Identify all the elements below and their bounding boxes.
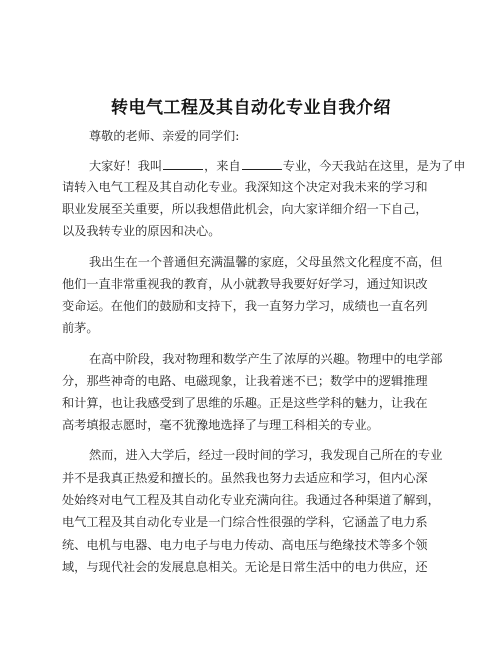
paragraph-3-line-3: 和计算，也让我感受到了思维的乐趣。正是这些学科的魅力，让我在 [62, 396, 428, 410]
paragraph-4-line-3: 处始终对电气工程及其自动化专业充满向往。我通过各种渠道了解到， [62, 493, 440, 507]
paragraph-1-line-2: 请转入电气工程及其自动化专业。我深知这个决定对我未来的学习和 [62, 180, 428, 194]
paragraph-2-line-1: 我出生在一个普通但充满温馨的家庭，父母虽然文化程度不高，但 [89, 255, 443, 269]
paragraph-4-line-5: 统、电机与电器、电力电子与电力传动、高电压与绝缘技术等多个领 [62, 538, 428, 552]
paragraph-2-line-2: 他们一直非常重视我的教育，从小就教导我要好好学习，通过知识改 [62, 277, 428, 291]
paragraph-4-line-2: 并不是我真正热爱和擅长的。虽然我也努力去适应和学习，但内心深 [62, 471, 428, 485]
paragraph-3-line-4: 高考填报志愿时，毫不犹豫地选择了与理工科相关的专业。 [62, 418, 379, 432]
document-title: 转电气工程及其自动化专业自我介绍 [111, 98, 391, 118]
intro-text-c: 专业，今天我站在这里，是为了申 [282, 159, 466, 173]
paragraph-4-line-4: 电气工程及其自动化专业是一门综合性很强的学科，它涵盖了电力系 [62, 515, 428, 529]
paragraph-1-line-1 [89, 158, 466, 173]
paragraph-1-line-4: 以及我转专业的原因和决心。 [62, 224, 221, 238]
paragraph-4-line-1: 然而，进入大学后，经过一段时间的学习，我发现自己所在的专业 [89, 448, 443, 462]
paragraph-2-line-3: 变命运。在他们的鼓励和支持下，我一直努力学习，成绩也一直名列 [62, 299, 428, 313]
intro-text-a: 大家好！我叫 [89, 159, 163, 173]
intro-text-b: ，来自 [204, 159, 241, 173]
paragraph-2-line-4: 前茅。 [62, 321, 99, 335]
name-blank [163, 158, 203, 170]
paragraph-4-line-6: 域，与现代社会的发展息息相关。无论是日常生活中的电力供应，还 [62, 560, 428, 574]
greeting-line: 尊敬的老师、亲爱的同学们: [89, 129, 240, 143]
paragraph-3-line-2: 分，那些神奇的电路、电磁现象，让我着迷不已；数学中的逻辑推理 [62, 374, 428, 388]
paragraph-1-line-3: 职业发展至关重要，所以我想借此机会，向大家详细介绍一下自己， [62, 202, 428, 216]
paragraph-3-line-1: 在高中阶段，我对物理和数学产生了浓厚的兴趣。物理中的电学部 [89, 352, 443, 366]
major-blank [242, 158, 282, 170]
